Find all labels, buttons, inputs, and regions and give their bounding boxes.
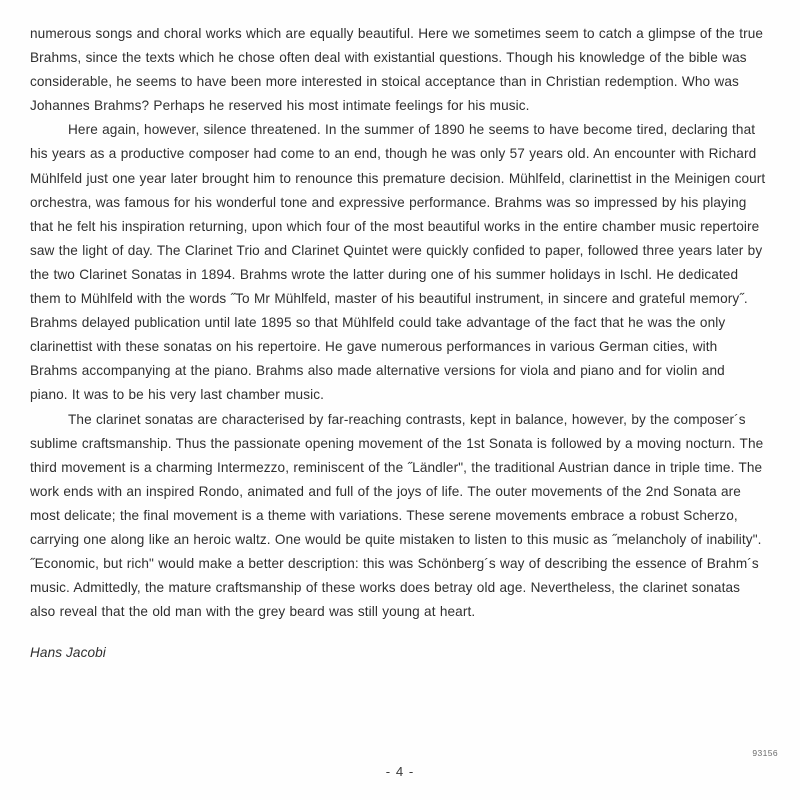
page-footer	[0, 748, 800, 786]
page-number: - 4 -	[385, 764, 415, 779]
paragraph-2: Here again, however, silence threatened. In the summer of 1890 he seems to have become tired, declaring that his years as a productive composer had come to an end, though he was only 57 years old. An encounter with Richard Mühlfeld just one year later brought him to renounce this premature decision. Mühlfeld, clarinettist in the Meinigen court orchestra, was famous for his wonderful tone and expressive performance. Brahms was so impressed by his playing that he felt his inspiration returning, upon which four of the most beautiful works in the entire chamber music repertoire saw the light of day. The Clarinet Trio and Clarinet Quintet were quickly confided to paper, followed three years later by the two Clarinet Sonatas in 1894. Brahms wrote the latter during one of his summer holidays in Ischl. He dedicated them to Mühlfeld with the words ˝To Mr Mühlfeld, master of his beautiful instrument, in sincere and grateful memory˝. Brahms delayed publication until late 1895 so that Mühlfeld could take advantage of the fact that he was the only clarinettist with these sonatas on his repertoire. He gave numerous performances in various German cities, with Brahms accompanying at the piano. Brahms also made alternative versions for viola and piano and for violin and piano. It was to be his very last chamber music.	[30, 122, 766, 403]
author-signature: Hans Jacobi	[30, 645, 106, 661]
catalog-number: 93156	[752, 748, 778, 758]
paragraph-3: The clarinet sonatas are characterised by far-reaching contrasts, kept in balance, however, by the composer´s sublime craftsmanship. Thus the passionate opening movement of the 1st Sonata is followed by a moving nocturn. The third movement is a charming Intermezzo, reminiscent of the ˝Ländlerʺ, the traditional Austrian dance in triple time. The work ends with an inspired Rondo, animated and full of the joys of life. The outer movements of the 2nd Sonata are most delicate; the final movement is a theme with variations. These serene movements embrace a robust Scherzo, carrying one along like an heroic waltz. One would be quite mistaken to listen to this music as ˝melancholy of inabilityʺ. ˝Economic, but richʺ would make a better description: this was Schönberg´s way of describing the essence of Brahm´s music. Admittedly, the mature craftsmanship of these works does betray old age. Nevertheless, the clarinet sonatas also reveal that the old man with the grey beard was still young at heart.	[30, 411, 764, 620]
paragraph-1: numerous songs and choral works which are equally beautiful. Here we sometimes seem to catch a glimpse of the true Brahms, since the texts which he chose often deal with existantial questions. Though his knowledge of the bible was considerable, he seems to have been more interested in stoical acceptance than in Christian redemption. Who was Johannes Brahms? Perhaps he reserved his most intimate feelings for his music.	[30, 26, 764, 114]
booklet-body-text	[30, 22, 766, 624]
